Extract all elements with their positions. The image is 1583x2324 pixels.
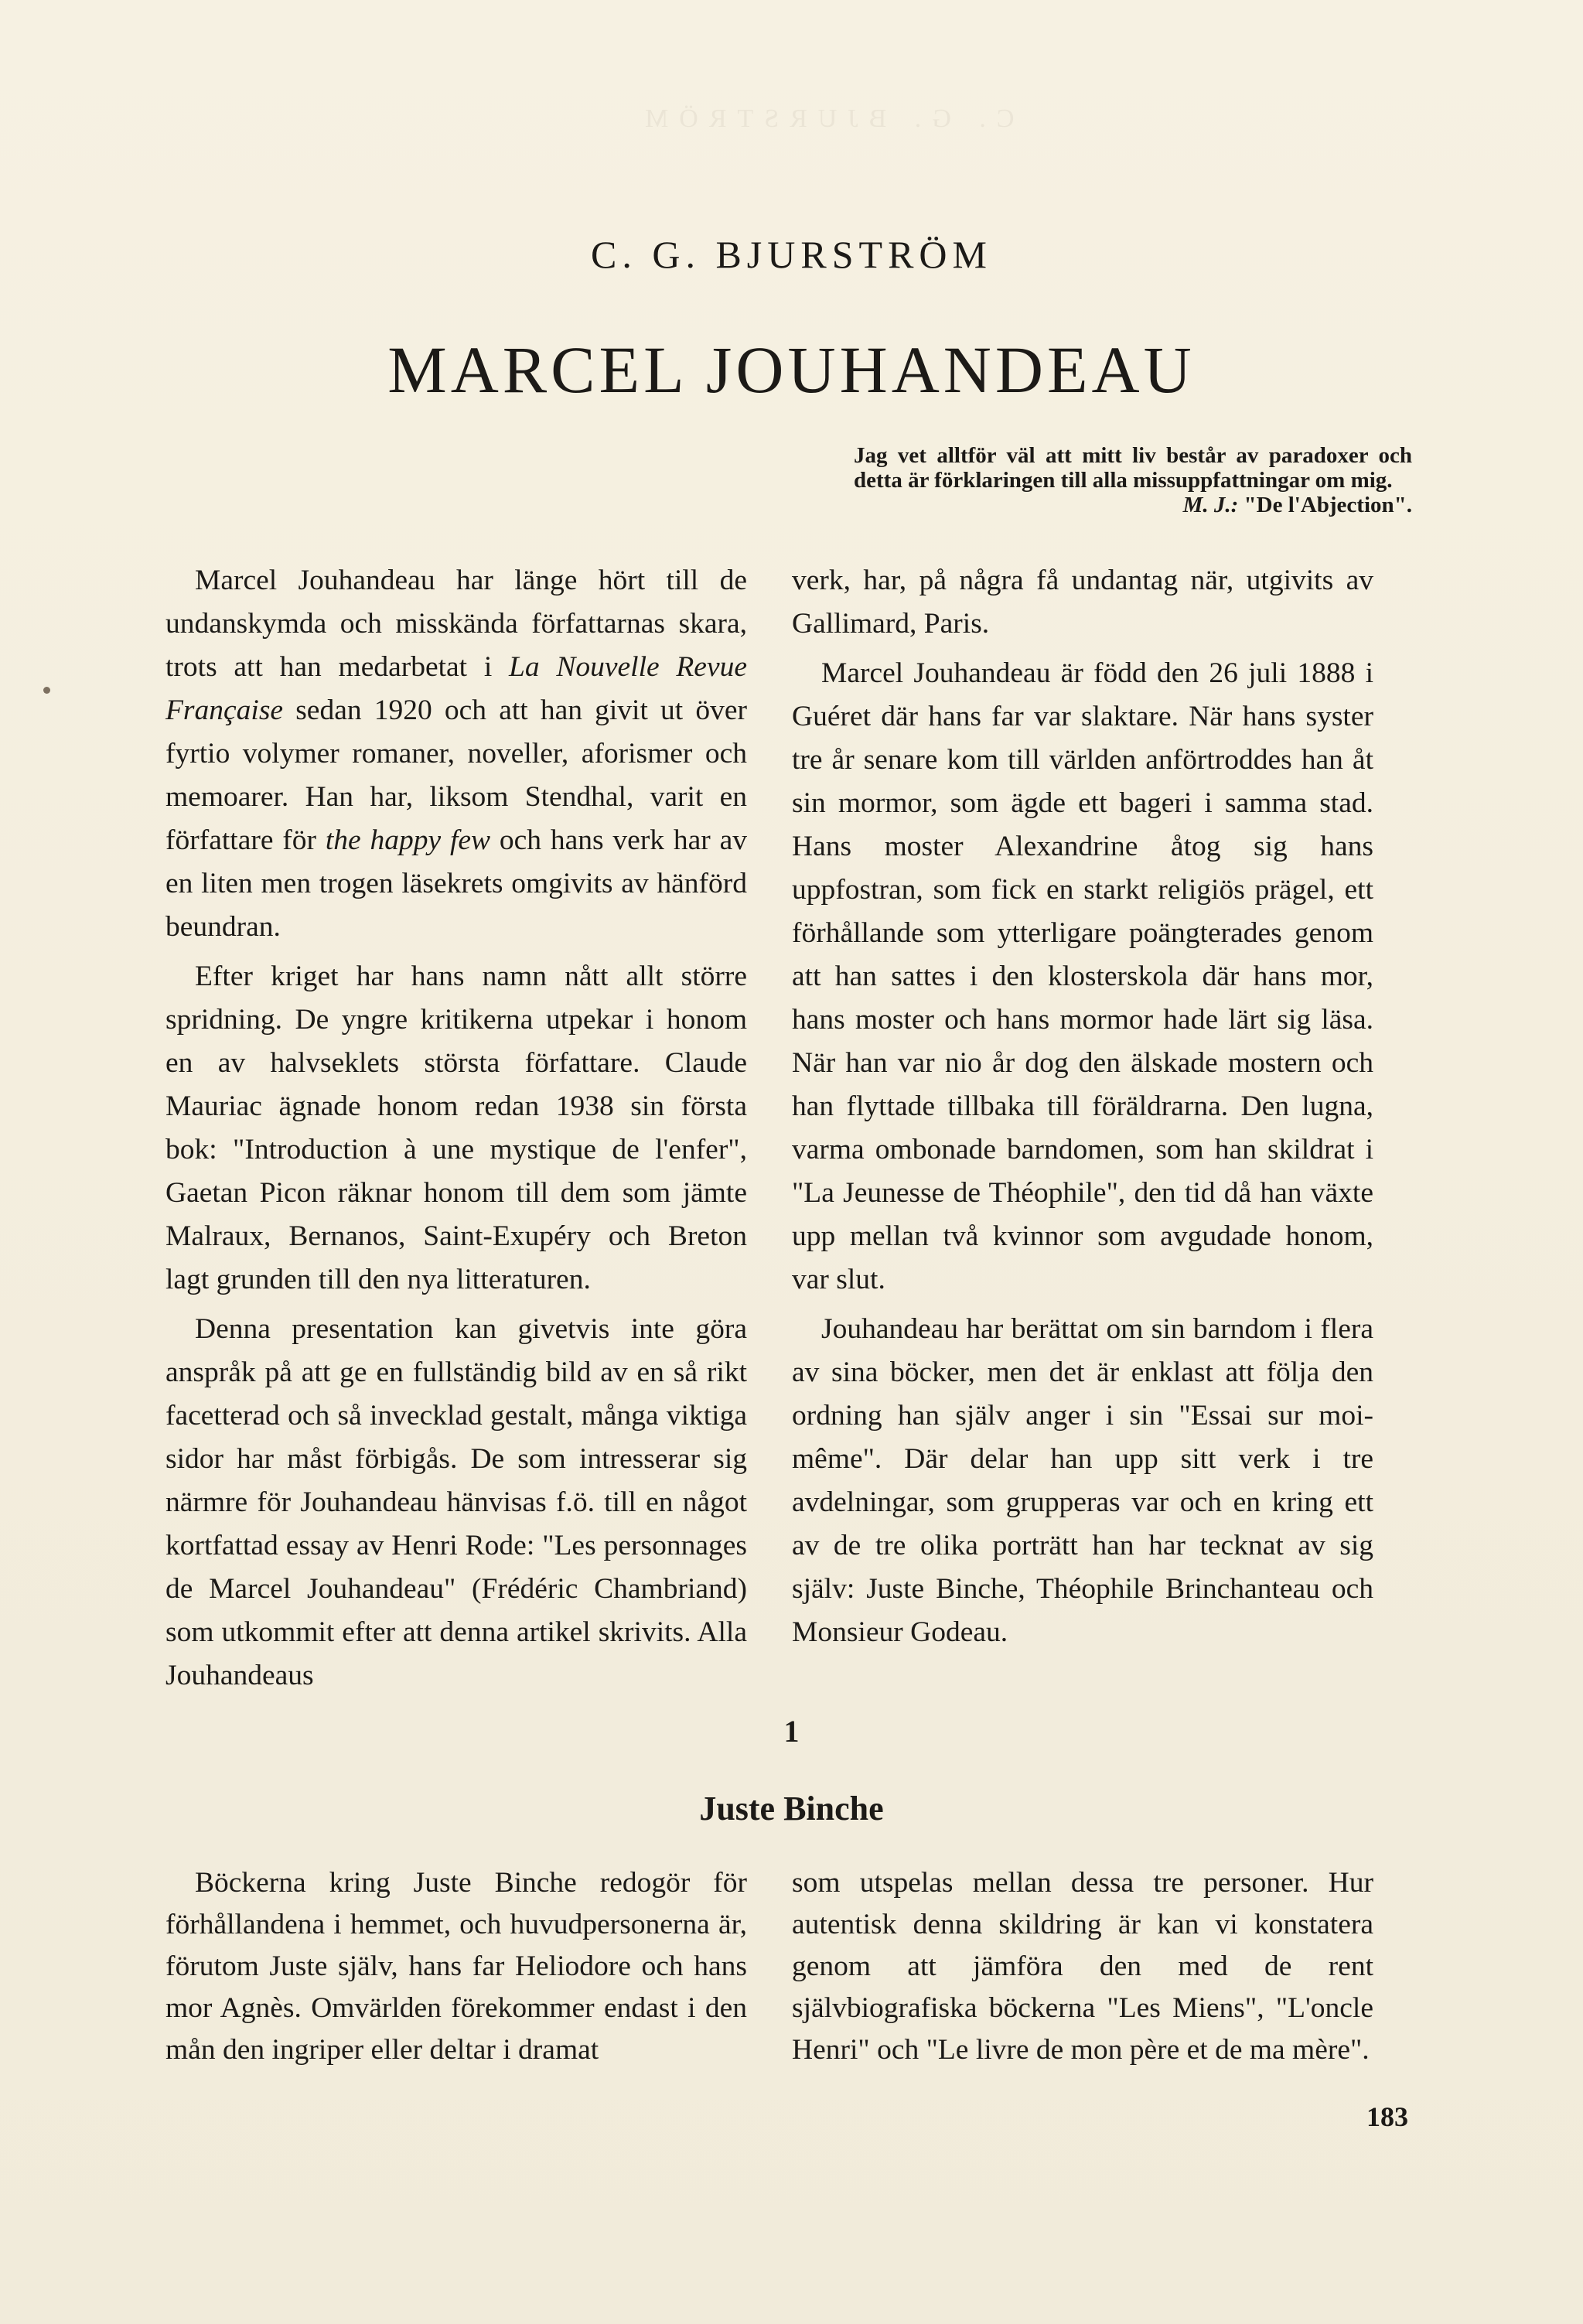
- journal-title: La Nouvelle Revue Française: [165, 651, 747, 726]
- paragraph: som utspelas mellan dessa tre personer. Hur autentisk denna skildring är kan vi konstatera genom att jämföra den med de rent självbiografiska böckerna "Les Miens", "L'oncle Henri" och "Le livre de mon père et de ma mère".: [792, 1867, 1373, 2066]
- epigraph-source: "De l'Abjection".: [1244, 493, 1412, 517]
- section-title: Juste Binche: [699, 1790, 884, 1827]
- body-column-right: [792, 559, 1373, 1660]
- section-number: 1: [783, 1714, 800, 1749]
- epigraph: [854, 443, 1412, 517]
- phrase-happy-few: the happy few: [325, 824, 491, 856]
- paragraph: Marcel Jouhandeau är född den 26 juli 1888 i Guéret där hans far var slaktare. När hans syster tre år senare kom till världen anförtroddes han åt sin mormor, som ägde ett bageri i samma stad. Hans moster Alexandrine åtog sig hans uppfostran, som fick en starkt religiös prägel, ett förhållande som ytterligare poängterades genom att han sattes i den klosterskola där hans mor, hans moster och hans mormor hade lärt sig läsa. När han var nio år dog den älskade mostern och han flyttade tillbaka till föräldrarna. Den lugna, varma ombonade barndomen, som han skildrat i "La Jeunesse de Théophile", den tid då han växte upp mellan två kvinnor som avgudade honom, var slut.: [792, 657, 1373, 1295]
- paragraph: Denna presentation kan givetvis inte göra anspråk på att ge en fullständig bild av en så rikt facetterad och så invecklad gestalt, många viktiga sidor har måst förbigås. De som intresserar sig närmre för Jouhandeau hänvisas f.ö. till en något kortfattad essay av Henri Rode: "Les personnages de Marcel Jouhandeau" (Frédéric Chambriand) som utkommit efter att denna artikel skrivits. Alla Jouhandeaus: [165, 1313, 747, 1691]
- margin-mark: [43, 687, 50, 694]
- paragraph: Böckerna kring Juste Binche redogör för förhållandena i hemmet, och huvudpersonerna är, förutom Juste själv, hans far Heliodore och hans mor Agnès. Omvärlden förekommer endast i den mån den ingriper eller deltar i dramat: [165, 1867, 747, 2066]
- section-column-left: [165, 1862, 747, 2077]
- article-title: MARCEL JOUHANDEAU: [387, 333, 1196, 407]
- paragraph: verk, har, på några få undantag när, utgivits av Gallimard, Paris.: [792, 565, 1373, 640]
- page-number: 183: [1366, 2101, 1408, 2132]
- body-column-left: [165, 559, 747, 1704]
- epigraph-attribution: [854, 493, 1412, 517]
- paragraph: Marcel Jouhandeau har länge hört till de undanskymda och misskända författarnas skara, trots att han medarbetat i La Nouvelle Revue Française sedan 1920 och att han givit ut över fyrtio volymer romaner, noveller, aforismer och memoarer. Han har, liksom Stendhal, varit en författare för the happy few och hans verk har av en liten men trogen läsekrets omgivits av hänförd beundran.: [165, 565, 747, 943]
- paragraph: Jouhandeau har berättat om sin barndom i flera av sina böcker, men det är enklast att följa den ordning han själv anger i sin "Essai sur moi-même". Där delar han upp sitt verk i tre avdelningar, som grupperas var och en kring ett av de tre olika porträtt han har tecknat av sig själv: Juste Binche, Théophile Brinchanteau och Monsieur Godeau.: [792, 1313, 1373, 1648]
- epigraph-initials: M. J.:: [1182, 493, 1239, 517]
- section-column-right: [792, 1862, 1373, 2077]
- epigraph-quote: Jag vet alltför väl att mitt liv består av paradoxer och detta är förklaringen till alla missuppfattningar om mig.: [854, 443, 1412, 493]
- paragraph: Efter kriget har hans namn nått allt större spridning. De yngre kritikerna utpekar i honom en av halvseklets största författare. Claude Mauriac ägnade honom redan 1938 sin första bok: "Introduction à une mystique de l'enfer", Gaetan Picon räknar honom till dem som jämte Malraux, Bernanos, Saint-Exupéry och Breton lagt grunden till den nya litteraturen.: [165, 961, 747, 1295]
- show-through-text: C. G. BJURSTRÖM: [634, 104, 1015, 133]
- article-author: C. G. BJURSTRÖM: [591, 233, 992, 276]
